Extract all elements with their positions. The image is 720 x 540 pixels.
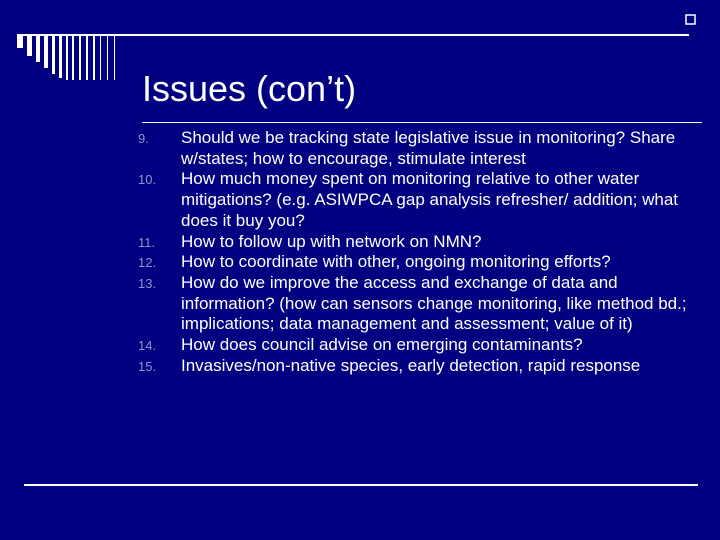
list-item: [138, 273, 698, 335]
item-number: 9.: [138, 131, 149, 146]
title-underline: [142, 122, 702, 123]
decorative-bars-graphic: [0, 0, 720, 80]
item-number: 13.: [138, 275, 157, 291]
bottom-rule: [24, 484, 698, 486]
list-item: [138, 128, 698, 169]
list-item: [138, 252, 698, 273]
item-number: 10.: [138, 172, 157, 188]
item-number: 14.: [138, 338, 157, 354]
item-text: How to follow up with network on NMN?: [181, 231, 482, 251]
list-item: [138, 232, 698, 253]
item-number: 15.: [138, 358, 157, 374]
item-text: How does council advise on emerging contaminants?: [181, 335, 583, 355]
item-number: 12.: [138, 255, 157, 271]
list-item: [138, 169, 698, 231]
issues-list: [138, 128, 698, 376]
item-text: Invasives/non-native species, early detection, rapid response: [181, 355, 641, 375]
item-text: How to coordinate with other, ongoing monitoring efforts?: [181, 252, 611, 272]
slide-title: Issues (con’t): [142, 68, 357, 109]
list-item: [138, 335, 698, 356]
list-item: [138, 356, 698, 377]
item-number: 11.: [138, 234, 156, 250]
item-text: Should we be tracking state legislative issue in monitoring? Share w/states; how to encourage, stimulate interest: [181, 128, 676, 168]
item-text: How do we improve the access and exchange of data and information? (how can sensors change monitoring, like method bd.; implications; data management and assessment; value of it): [181, 272, 687, 334]
item-text: How much money spent on monitoring relative to other water mitigations? (e.g. ASIWPCA gap analysis refresher/ addition; what does it buy you?: [181, 169, 679, 230]
